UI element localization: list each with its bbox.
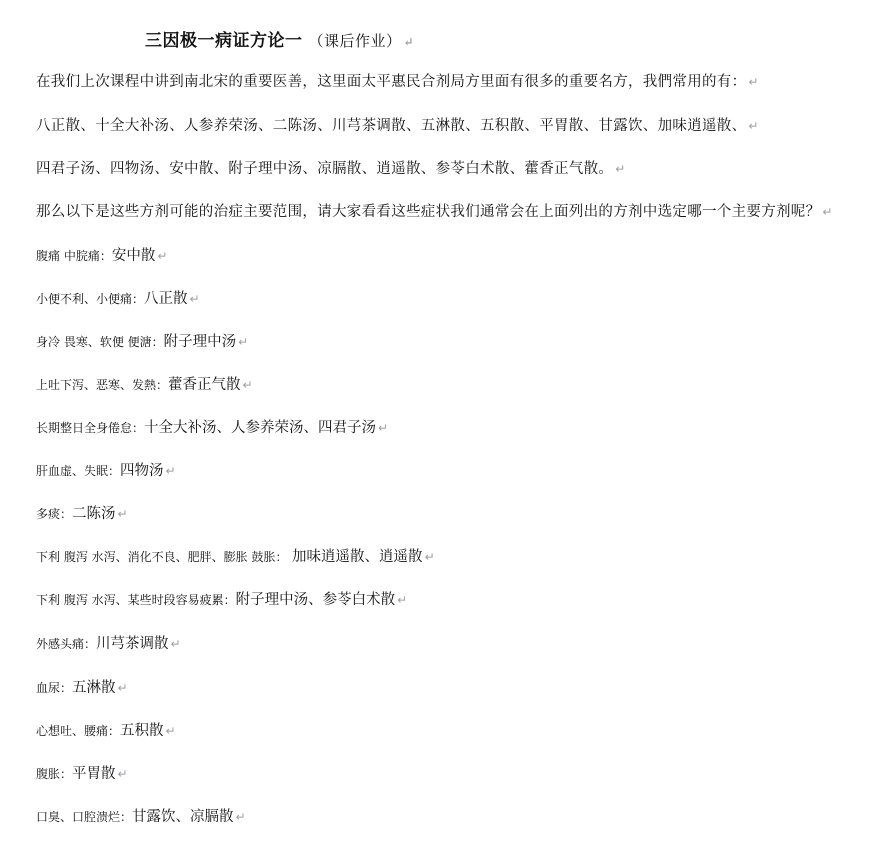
qa-symptom: 腹痛 中脘痛：	[36, 249, 112, 263]
qa-item	[36, 416, 388, 437]
paragraph-mark-icon: ↵	[117, 681, 128, 695]
qa-symptom: 心想吐、腰痛：	[36, 724, 121, 738]
qa-symptom: 腹胀：	[36, 767, 73, 781]
paragraph-mark-icon: ↵	[170, 637, 181, 651]
paragraph-mark-icon: ↵	[748, 75, 759, 89]
qa-symptom: 血尿：	[36, 681, 73, 695]
qa-item	[36, 373, 253, 394]
document-title-line	[145, 26, 414, 51]
qa-remedy: 四物汤	[120, 463, 164, 479]
paragraph-mark-icon: ↵	[238, 335, 249, 349]
qa-symptom: 长期整日全身倦怠：	[36, 421, 145, 435]
qa-item	[36, 805, 246, 826]
qa-item	[36, 244, 167, 265]
qa-remedy: 藿香正气散	[168, 377, 241, 393]
qa-item	[36, 719, 176, 740]
paragraph-mark-icon: ↵	[822, 205, 833, 219]
qa-item	[36, 287, 200, 308]
formulas-line-1	[36, 114, 759, 135]
qa-remedy: 川芎茶调散	[96, 636, 169, 652]
qa-symptom: 身冷 畏寒、软便 便溏：	[36, 335, 164, 349]
paragraph-mark-icon: ↵	[242, 378, 253, 392]
qa-item	[36, 632, 181, 653]
qa-symptom: 多痰：	[36, 507, 73, 521]
qa-remedy: 附子理中汤、参苓白术散	[235, 592, 396, 608]
paragraph-mark-icon: ↵	[378, 421, 389, 435]
qa-item	[36, 676, 128, 697]
qa-symptom: 下利 腹泻 水泻、某些时段容易疲累：	[36, 593, 236, 607]
qa-symptom: 外感头痛：	[36, 637, 97, 651]
intro-text: 在我们上次课程中讲到南北宋的重要医善，这里面太平惠民合剂局方里面有很多的重要名方，我們常用的有：	[36, 74, 747, 90]
paragraph-mark-icon: ↵	[117, 767, 128, 781]
paragraph-mark-icon: ↵	[189, 292, 200, 306]
paragraph-mark-icon: ↵	[235, 810, 246, 824]
qa-remedy: 十全大补汤、人参养荣汤、四君子汤	[144, 420, 377, 436]
qa-remedy: 平胃散	[72, 766, 116, 782]
formulas-line-2-text: 四君子汤、四物汤、安中散、附子理中汤、凉膈散、逍遥散、参苓白术散、藿香正气散。	[36, 161, 614, 177]
paragraph-mark-icon: ↵	[424, 550, 435, 564]
formulas-line-1-text: 八正散、十全大补汤、人参养荣汤、二陈汤、川芎茶调散、五淋散、五积散、平胃散、甘露饮、加味逍遥散、	[36, 118, 747, 134]
qa-remedy: 甘露饮、凉膈散	[132, 809, 234, 825]
qa-item	[36, 502, 128, 523]
paragraph-mark-icon: ↵	[165, 464, 176, 478]
qa-symptom: 肝血虚、失眠：	[36, 464, 121, 478]
document-subtitle: （课后作业）	[308, 32, 402, 50]
paragraph-mark-icon: ↵	[117, 507, 128, 521]
qa-remedy: 附子理中汤	[163, 334, 237, 350]
qa-remedy: 五积散	[120, 723, 164, 739]
qa-remedy: 安中散	[111, 248, 156, 264]
paragraph-mark-icon: ↵	[397, 593, 408, 607]
qa-item	[36, 545, 435, 566]
qa-item	[36, 330, 248, 351]
paragraph-mark-icon: ↵	[403, 35, 415, 49]
qa-item	[36, 762, 128, 783]
formulas-line-2	[36, 157, 626, 178]
paragraph-mark-icon: ↵	[748, 119, 759, 133]
qa-symptom: 上吐下泻、恶寒、发熱：	[36, 378, 169, 392]
paragraph-mark-icon: ↵	[157, 249, 168, 263]
qa-remedy: 八正散	[144, 291, 188, 307]
qa-item	[36, 588, 407, 609]
question-text: 那么以下是这些方剂可能的治症主要范围，请大家看看这些症状我们通常会在上面列出的方剂中选定哪一个主要方剂呢？	[36, 204, 821, 220]
intro-paragraph	[36, 70, 759, 91]
paragraph-mark-icon: ↵	[615, 162, 626, 176]
qa-symptom: 口臭、口腔溃烂：	[36, 810, 133, 824]
qa-item	[36, 459, 176, 480]
qa-remedy: 五淋散	[72, 680, 116, 696]
paragraph-mark-icon: ↵	[165, 724, 176, 738]
qa-symptom: 下利 腹泻 水泻、消化不良、肥胖、膨胀 鼓胀：	[36, 550, 288, 564]
document-title: 三因极一病证方论一	[145, 31, 303, 51]
qa-symptom: 小便不利、小便痛：	[36, 292, 145, 306]
qa-remedy: 加味逍遥散、逍遥散	[287, 549, 423, 565]
qa-remedy: 二陈汤	[72, 506, 116, 522]
question-paragraph	[36, 200, 833, 221]
